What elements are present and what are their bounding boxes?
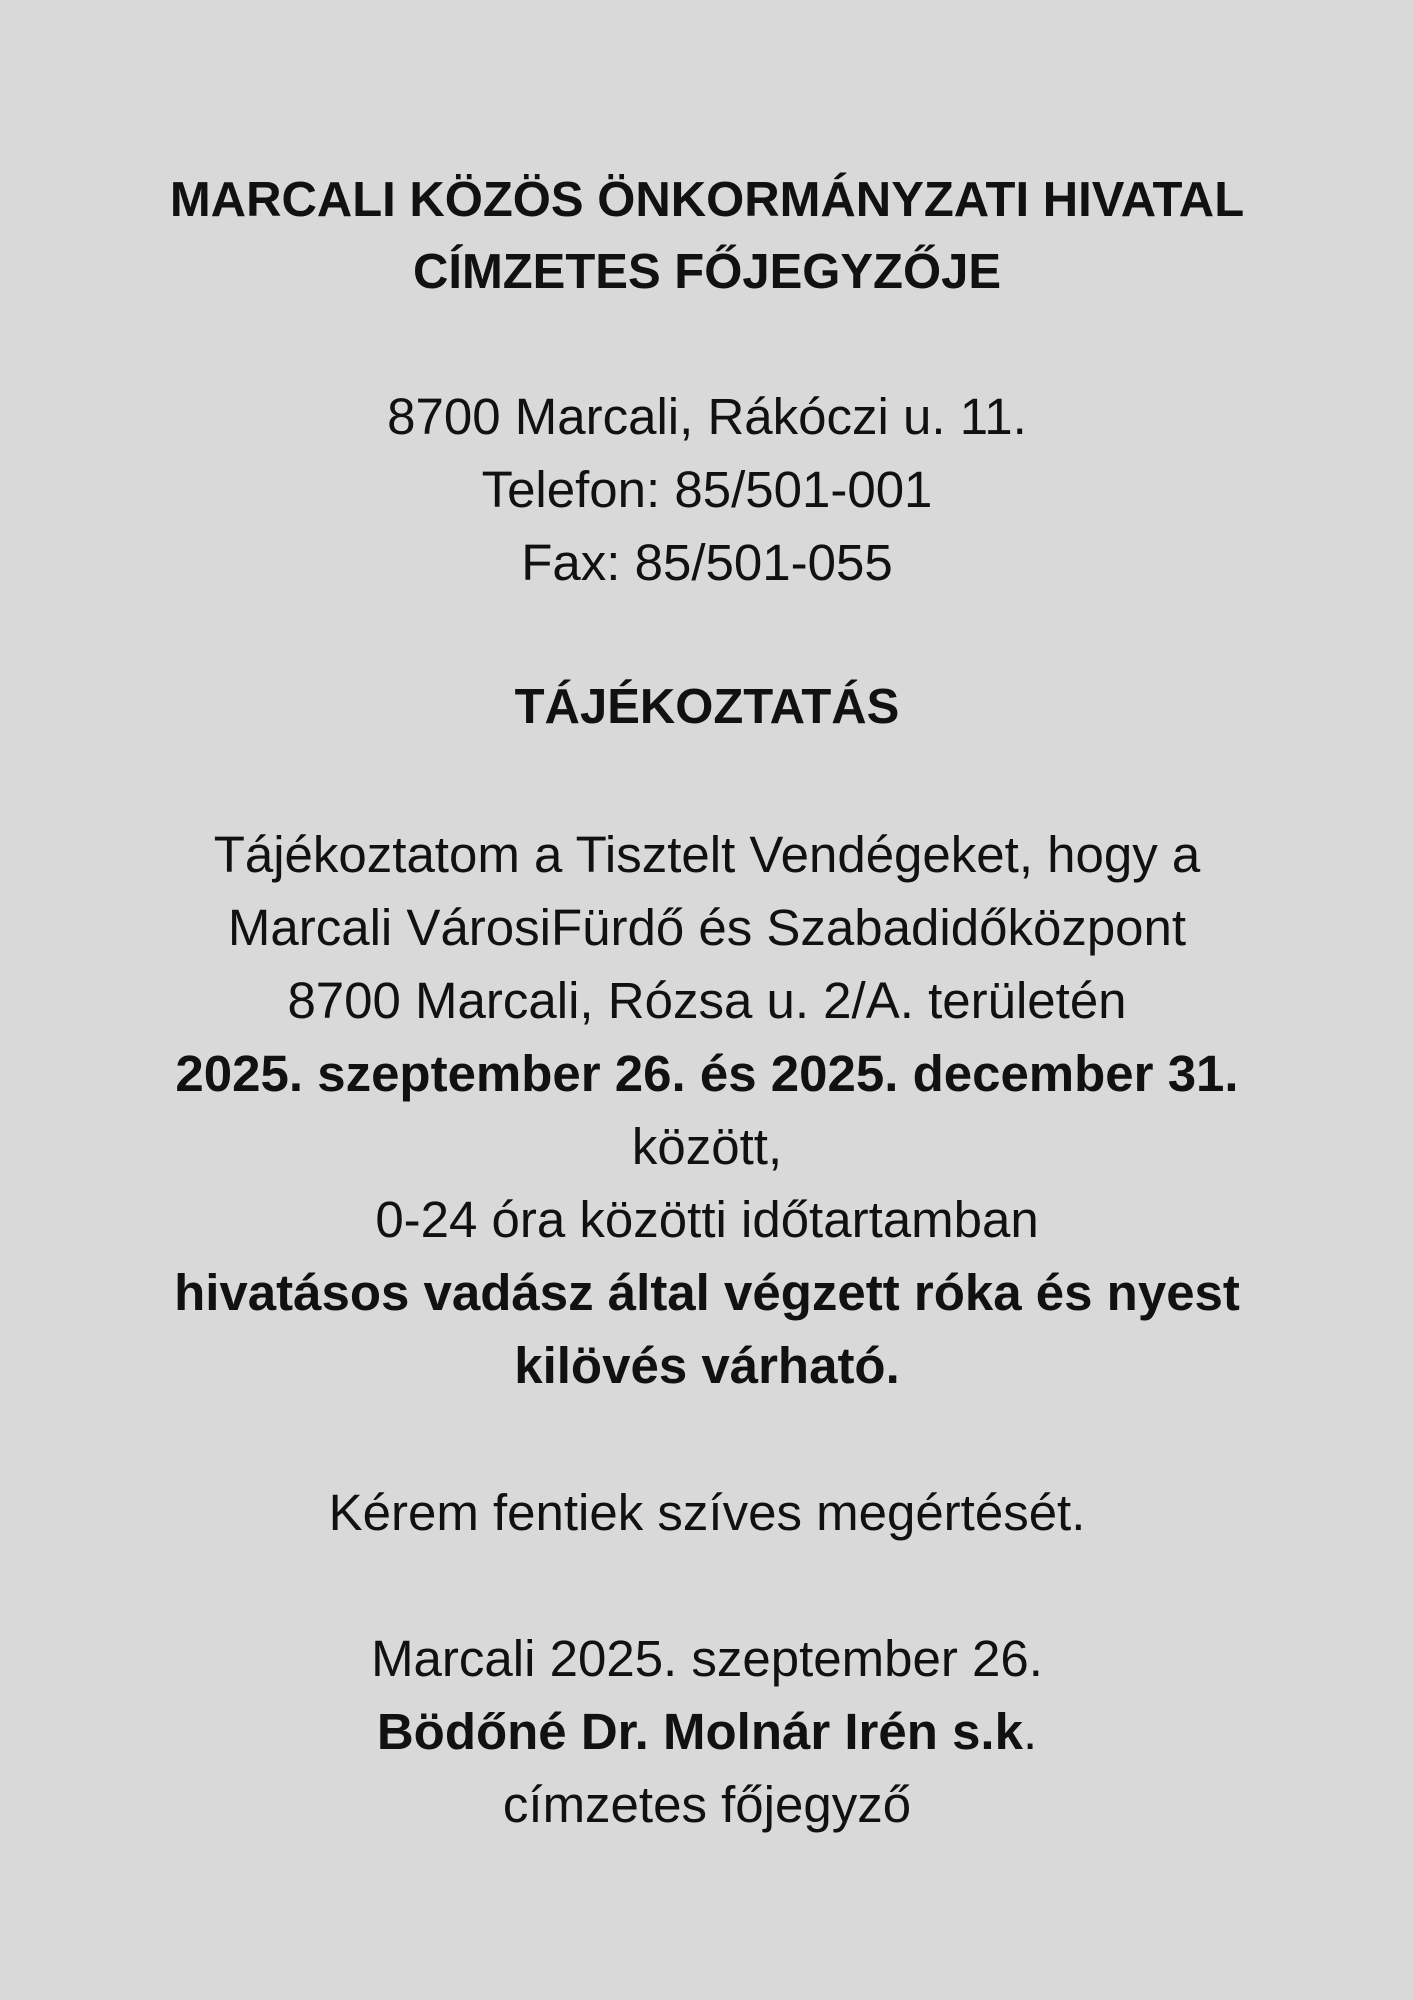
signatory-line: [0, 1695, 1414, 1768]
place-and-date: Marcali 2025. szeptember 26.: [371, 1630, 1043, 1687]
office-name: MARCALI KÖZÖS ÖNKORMÁNYZATI HIVATAL: [169, 173, 1245, 227]
signatory-title: címzetes főjegyző: [502, 1776, 912, 1833]
notice-body: [0, 818, 1414, 1402]
notice-heading: [0, 671, 1414, 743]
notice-title: TÁJÉKOZTATÁS: [514, 680, 900, 734]
signatory-name: Bödőné Dr. Molnár Irén s.k: [376, 1703, 1023, 1760]
notice-action-line-2: kilövés várható.: [514, 1337, 900, 1394]
notice-line-intro: Tájékoztatom a Tisztelt Vendégeket, hogy a: [213, 826, 1201, 883]
notice-line-venue-address: 8700 Marcali, Rózsa u. 2/A. területén: [287, 972, 1127, 1029]
notice-line-hours: 0-24 óra közötti időtartamban: [375, 1191, 1039, 1248]
notice-action-line-1: hivatásos vadász által végzett róka és nyest: [174, 1264, 1240, 1321]
contact-block: [0, 380, 1414, 599]
fax-number: Fax: 85/501-055: [521, 534, 893, 591]
notice-line-venue: Marcali VárosiFürdő és Szabadidőközpont: [227, 899, 1187, 956]
closing-text: Kérem fentiek szíves megértését.: [328, 1484, 1086, 1541]
signatory-name-suffix: .: [1022, 1703, 1038, 1760]
office-role: CÍMZETES FŐJEGYZŐJE: [412, 245, 1002, 299]
postal-address: 8700 Marcali, Rákóczi u. 11.: [387, 388, 1027, 445]
notice-date-range: 2025. szeptember 26. és 2025. december 31.: [175, 1045, 1239, 1102]
signature-block: [0, 1622, 1414, 1841]
closing-block: [0, 1476, 1414, 1549]
office-header: [0, 164, 1414, 308]
phone-number: Telefon: 85/501-001: [481, 461, 933, 518]
notice-line-between: között,: [631, 1118, 783, 1175]
